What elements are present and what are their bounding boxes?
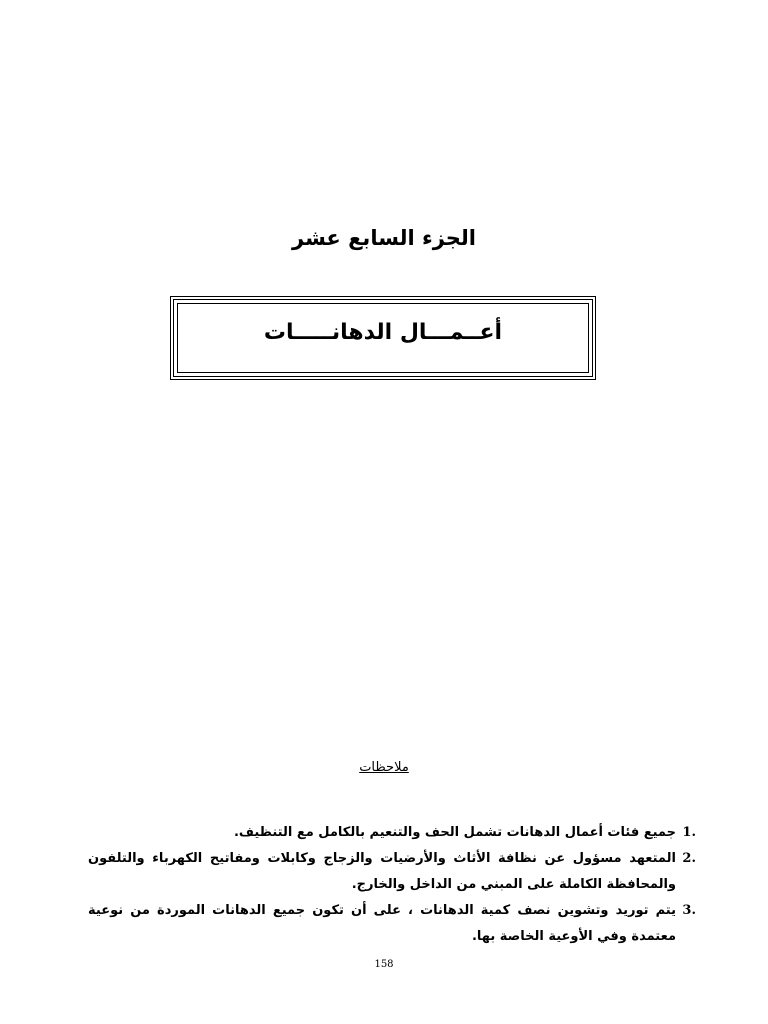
section-title-frame <box>170 296 596 380</box>
note-item <box>88 846 696 898</box>
note-item <box>88 898 696 950</box>
note-text: يتم توريد وتشوين نصف كمية الدهانات ، على أن تكون جميع الدهانات الموردة من نوعية معتمدة وفي الأوعية الخاصة بها. <box>88 903 676 944</box>
note-number: 3. <box>682 903 696 918</box>
notes-heading: ملاحظات <box>359 760 409 775</box>
note-item <box>88 820 696 846</box>
note-number: 2. <box>682 851 696 866</box>
notes-list <box>88 820 696 950</box>
note-text: المتعهد مسؤول عن نظافة الأثاث والأرضيات والزجاج وكابلات ومفاتيح الكهرباء والتلفون والمحافظة الكاملة على المبني من الداخل والخارج. <box>88 851 676 892</box>
note-number: 1. <box>682 825 696 840</box>
part-title: الجزء السابع عشر <box>292 226 476 250</box>
note-text: جميع فئات أعمال الدهانات تشمل الحف والتنعيم بالكامل مع التنظيف. <box>233 825 676 840</box>
page-number: 158 <box>374 959 394 970</box>
section-title: أعــمـــال الدهانـــــات <box>263 320 503 345</box>
